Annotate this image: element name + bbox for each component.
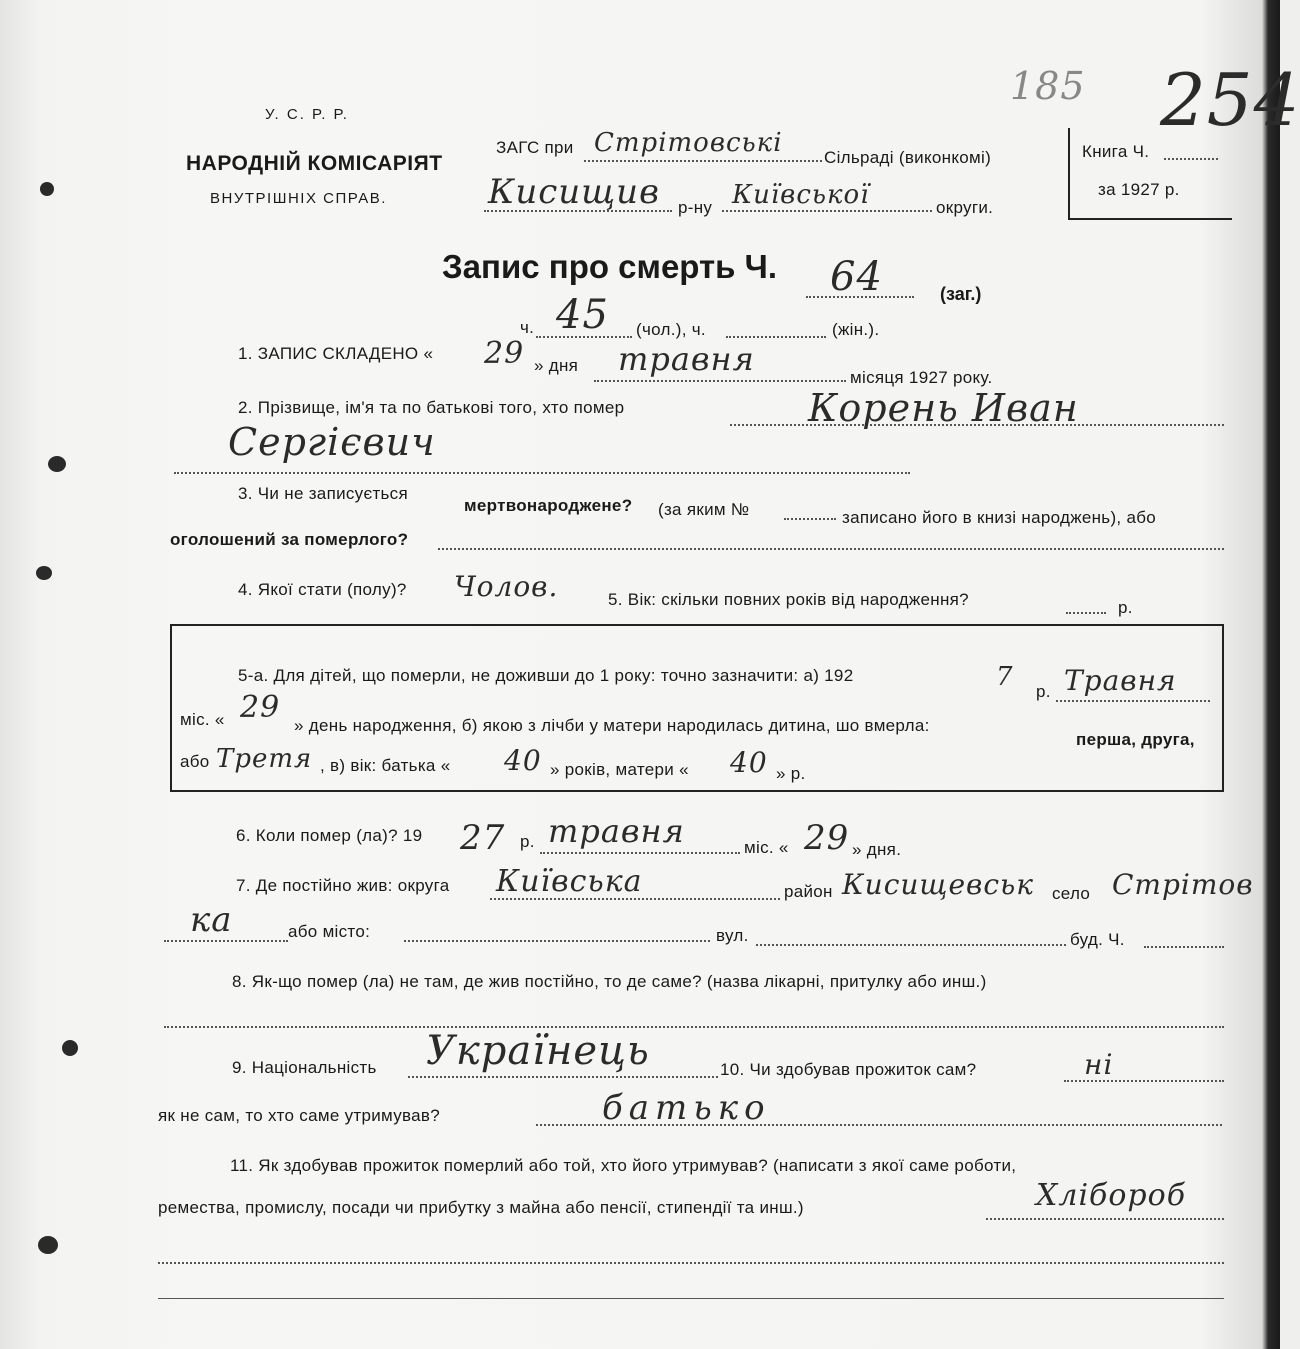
silrada-label: Сільраді (виконкомі) (824, 148, 992, 167)
f6-month-hw: травня (548, 812, 685, 850)
women-line (726, 336, 826, 338)
f2-hw1: Корень Иван (808, 386, 1079, 430)
f5a-mis: міс. « (180, 710, 225, 729)
f5a-mother-hw: 40 (730, 746, 768, 779)
f3-e: оголошений за померлого? (170, 530, 409, 549)
f9-line (408, 1076, 718, 1078)
title-number-hw: 64 (830, 254, 883, 300)
f5-label: 5. Вік: скільки повних років від народження? (608, 590, 969, 609)
f8-label: 8. Як-що помер (ла) не там, де жив постійно, то де саме? (назва лікарні, притулку або инш.) (232, 972, 987, 991)
f7-bud-line (1144, 946, 1224, 948)
f6-year-hw: 27 (460, 818, 506, 858)
f6-day-hw: 29 (804, 818, 850, 858)
f5a-line3: , в) вік: батька « (320, 756, 451, 775)
f7-bud: буд. Ч. (1070, 930, 1125, 949)
rnu-label: р-ну (678, 198, 713, 217)
f7-misto: або місто: (288, 922, 371, 941)
f6-label: 6. Коли помер (ла)? 19 (236, 826, 423, 845)
margin-note-1: 185 (1010, 64, 1086, 108)
okrug-hw: Київської (732, 180, 870, 210)
punch-hole (40, 182, 54, 196)
f10-label: 10. Чи здобував прожиток сам? (720, 1060, 977, 1079)
chol-label: (чол.), ч. (636, 320, 706, 339)
f6-r: р. (520, 832, 535, 851)
f5a-r: р. (1036, 682, 1051, 701)
punch-hole (36, 566, 52, 580)
f10b-label: як не сам, то хто саме утримував? (158, 1106, 440, 1125)
f4-label: 4. Якої стати (полу)? (238, 580, 407, 599)
f11-line (986, 1218, 1224, 1220)
f7-vul-line (756, 944, 1066, 946)
f7-okruga-hw: Київська (496, 864, 643, 899)
f1-label: 1. ЗАПИС СКЛАДЕНО « (238, 344, 434, 363)
f9-hw: Українець (426, 1028, 650, 1074)
men-hw: 45 (556, 292, 609, 338)
f11-line1: 11. Як здобував прожиток померлий або той, хто його утримував? (написати з якої саме роботи, (230, 1156, 1017, 1175)
f5-line (1066, 612, 1106, 614)
f7-label: 7. Де постійно жив: округа (236, 876, 450, 895)
zags-line (584, 160, 822, 162)
rayon-hw: Кисищив (488, 172, 660, 212)
f7-rayon-hw: Кисищевськ (842, 868, 1034, 901)
f5a-month-hw: Травня (1064, 664, 1177, 697)
f3-b: мертвонароджене? (464, 496, 633, 515)
f6-month-line (540, 852, 740, 854)
f3-a: 3. Чи не записується (238, 484, 408, 503)
f7-selo: село (1052, 884, 1091, 903)
f1-day-hw: 29 (484, 336, 525, 371)
f2-hw2: Сергієвич (228, 420, 436, 464)
f11-line3 (158, 1298, 1224, 1299)
f2-line2 (174, 472, 910, 474)
f5a-father-hw: 40 (504, 744, 542, 777)
f7-misto-line (404, 940, 710, 942)
f7-selo2-hw: ка (190, 900, 233, 940)
punch-hole (38, 1236, 58, 1254)
f5a-line2: » день народження, б) якою з лічби у матери народилась дитина, шо вмерла: (294, 716, 930, 735)
f7-vul: вул. (716, 926, 749, 945)
f5-r: р. (1118, 598, 1133, 617)
f10-hw: ні (1084, 1048, 1114, 1081)
f1-month-line (594, 380, 846, 382)
f1-suffix: місяця 1927 року. (850, 368, 993, 387)
f1-month-hw: травня (618, 340, 755, 378)
f9-label: 9. Національність (232, 1058, 377, 1077)
f5a-other-hw: Третя (216, 744, 313, 774)
f3-c: (за яким № (658, 500, 750, 519)
f5a-bold: перша, друга, (1076, 730, 1195, 749)
header-internal: ВНУТРІШНІХ СПРАВ. (210, 190, 387, 207)
f3-num-line (784, 518, 836, 520)
title-zag: (заг.) (940, 284, 982, 304)
okrugy-label: округи. (936, 198, 994, 217)
zhin-label: (жін.). (832, 320, 880, 339)
f5a-abo: або (180, 752, 210, 771)
f5a-day-hw: 29 (240, 690, 281, 725)
f3-d: записано його в книзі народжень), або (842, 508, 1157, 527)
header-commissariat: НАРОДНІЙ КОМІСАРІЯТ (186, 152, 443, 175)
f5a-year-hw: 7 (996, 662, 1014, 692)
punch-hole (48, 456, 66, 472)
zags-hw: Стрітовські (594, 128, 783, 158)
okrug-line (722, 210, 932, 212)
f4-hw: Чолов. (454, 570, 559, 603)
f10b-hw: батько (602, 1088, 771, 1128)
f11-line2: ремества, промислу, посади чи прибутку з майна або пенсії, стипендії та инш.) (158, 1198, 804, 1217)
f6-mis: міс. « (744, 838, 789, 857)
ch-label: ч. (520, 318, 535, 337)
book-line (1164, 158, 1218, 160)
f5a-line5: » р. (776, 764, 806, 783)
f7-selo-hw: Стрітов (1112, 868, 1254, 901)
f5a-line1: 5-а. Для дітей, що померли, не доживши до 1 року: точно зазначити: а) 192 (238, 666, 854, 685)
f5a-month-line (1056, 700, 1210, 702)
book-year: за 1927 р. (1098, 180, 1180, 199)
f5a-line4: » років, матери « (550, 760, 689, 779)
header-ussr: У. С. Р. Р. (265, 106, 349, 123)
book-label: Книга Ч. (1082, 142, 1150, 161)
f7-line2 (164, 940, 288, 942)
f7-rayon: район (784, 882, 833, 901)
f1-day-suffix: » дня (534, 356, 579, 375)
zags-label: ЗАГС при (496, 138, 574, 157)
punch-hole (62, 1040, 78, 1056)
page-title: Запис про смерть Ч. (442, 248, 777, 285)
f3-line2 (438, 548, 1224, 550)
f11-line2 (158, 1262, 1224, 1264)
f8-line (164, 1026, 1224, 1028)
f11-hw: Хлібороб (1036, 1178, 1187, 1213)
margin-note-2: 254 (1160, 58, 1300, 142)
f2-label: 2. Прізвище, ім'я та по батькові того, хто помер (238, 398, 625, 417)
f6-day: » дня. (852, 840, 902, 859)
